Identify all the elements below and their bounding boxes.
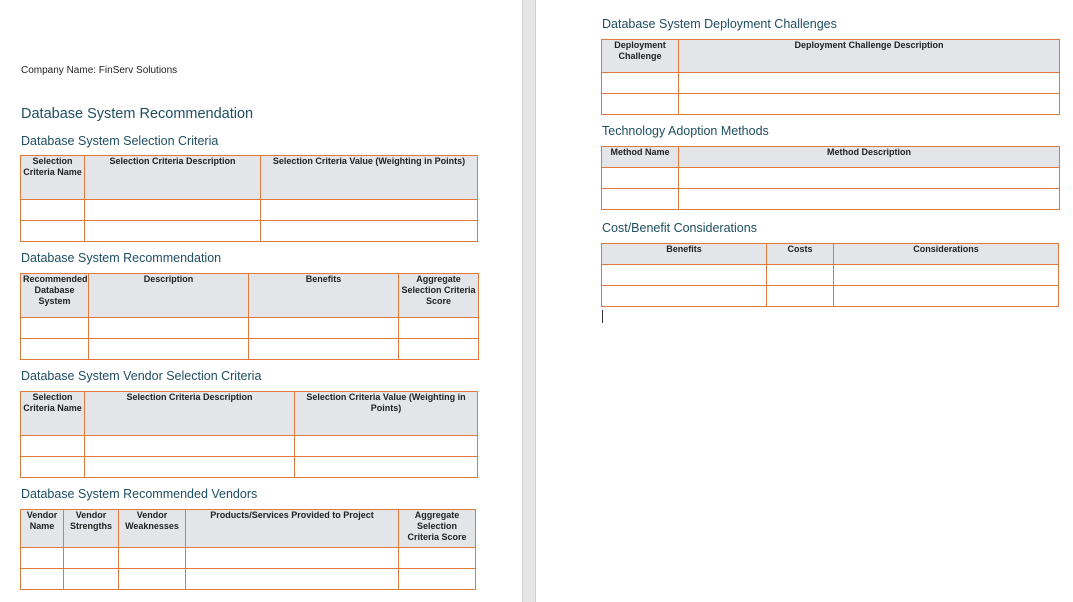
table-cell[interactable] xyxy=(249,318,399,339)
column-header: Selection Criteria Value (Weighting in Points) xyxy=(295,392,478,436)
table-cell[interactable] xyxy=(295,457,478,478)
column-header: Selection Criteria Description xyxy=(85,156,261,200)
column-header: Costs xyxy=(767,244,834,265)
table-cell[interactable] xyxy=(767,265,834,286)
table-cell[interactable] xyxy=(602,189,679,210)
column-header: Products/Services Provided to Project xyxy=(186,510,399,548)
document-page-left xyxy=(0,0,522,602)
table-cell[interactable] xyxy=(186,548,399,569)
page-title: Database System Recommendation xyxy=(21,106,254,122)
table-cell[interactable] xyxy=(679,189,1060,210)
table-cell[interactable] xyxy=(602,168,679,189)
column-header: Vendor Name xyxy=(21,510,64,548)
cost-benefit-table xyxy=(601,243,1059,307)
deployment-heading: Database System Deployment Challenges xyxy=(602,17,837,31)
table-cell[interactable] xyxy=(399,569,476,590)
selection-criteria-heading: Database System Selection Criteria xyxy=(21,134,219,148)
table-cell[interactable] xyxy=(85,200,261,221)
table-cell[interactable] xyxy=(679,94,1060,115)
table-cell[interactable] xyxy=(89,318,249,339)
table-row xyxy=(21,318,479,339)
table-cell[interactable] xyxy=(85,221,261,242)
table-cell[interactable] xyxy=(119,569,186,590)
table-cell[interactable] xyxy=(21,548,64,569)
table-cell[interactable] xyxy=(21,318,89,339)
vendor-criteria-heading: Database System Vendor Selection Criteria xyxy=(21,369,262,383)
table-cell[interactable] xyxy=(21,200,85,221)
text-cursor xyxy=(602,310,603,323)
column-header: Deployment Challenge xyxy=(602,40,679,73)
column-header: Selection Criteria Name xyxy=(21,392,85,436)
table-cell[interactable] xyxy=(21,221,85,242)
column-header: Vendor Strengths xyxy=(64,510,119,548)
table-cell[interactable] xyxy=(21,339,89,360)
adoption-heading: Technology Adoption Methods xyxy=(602,124,769,138)
table-cell[interactable] xyxy=(119,548,186,569)
table-row xyxy=(602,73,1060,94)
table-cell[interactable] xyxy=(85,436,295,457)
vendors-table xyxy=(20,509,476,590)
table-cell[interactable] xyxy=(261,221,478,242)
table-row xyxy=(602,265,1059,286)
column-header: Recommended Database System xyxy=(21,274,89,318)
table-row xyxy=(602,286,1059,307)
company-name: Company Name: FinServ Solutions xyxy=(21,65,178,76)
column-header: Considerations xyxy=(834,244,1059,265)
table-row xyxy=(21,200,478,221)
table-row xyxy=(602,189,1060,210)
vendors-heading: Database System Recommended Vendors xyxy=(21,487,258,501)
table-cell[interactable] xyxy=(602,73,679,94)
table-row xyxy=(21,436,478,457)
column-header: Method Name xyxy=(602,147,679,168)
column-header: Selection Criteria Name xyxy=(21,156,85,200)
table-row xyxy=(21,569,476,590)
table-cell[interactable] xyxy=(85,457,295,478)
column-header: Description xyxy=(89,274,249,318)
table-row xyxy=(21,548,476,569)
table-row xyxy=(602,168,1060,189)
table-cell[interactable] xyxy=(64,569,119,590)
column-header: Aggregate Selection Criteria Score xyxy=(399,510,476,548)
cost-benefit-heading: Cost/Benefit Considerations xyxy=(602,221,757,235)
adoption-table xyxy=(601,146,1060,210)
column-header: Aggregate Selection Criteria Score xyxy=(399,274,479,318)
table-cell[interactable] xyxy=(186,569,399,590)
column-header: Benefits xyxy=(249,274,399,318)
table-row xyxy=(21,221,478,242)
table-cell[interactable] xyxy=(679,168,1060,189)
recommendation-table xyxy=(20,273,479,360)
table-cell[interactable] xyxy=(602,286,767,307)
table-cell[interactable] xyxy=(64,548,119,569)
column-header: Benefits xyxy=(602,244,767,265)
page-gutter xyxy=(522,0,536,602)
table-cell[interactable] xyxy=(249,339,399,360)
column-header: Deployment Challenge Description xyxy=(679,40,1060,73)
table-row xyxy=(602,94,1060,115)
table-cell[interactable] xyxy=(602,265,767,286)
recommendation-heading: Database System Recommendation xyxy=(21,251,222,265)
table-cell[interactable] xyxy=(602,94,679,115)
column-header: Vendor Weaknesses xyxy=(119,510,186,548)
table-cell[interactable] xyxy=(767,286,834,307)
column-header: Method Description xyxy=(679,147,1060,168)
selection-criteria-table xyxy=(20,155,478,242)
table-cell[interactable] xyxy=(295,436,478,457)
column-header: Selection Criteria Value (Weighting in Points) xyxy=(261,156,478,200)
table-cell[interactable] xyxy=(21,436,85,457)
table-cell[interactable] xyxy=(261,200,478,221)
table-cell[interactable] xyxy=(89,339,249,360)
table-row xyxy=(21,339,479,360)
table-cell[interactable] xyxy=(21,569,64,590)
deployment-table xyxy=(601,39,1060,115)
table-cell[interactable] xyxy=(679,73,1060,94)
table-cell[interactable] xyxy=(399,339,479,360)
table-row xyxy=(21,457,478,478)
vendor-criteria-table xyxy=(20,391,478,478)
table-cell[interactable] xyxy=(834,265,1059,286)
column-header: Selection Criteria Description xyxy=(85,392,295,436)
table-cell[interactable] xyxy=(399,318,479,339)
table-cell[interactable] xyxy=(399,548,476,569)
table-cell[interactable] xyxy=(21,457,85,478)
table-cell[interactable] xyxy=(834,286,1059,307)
